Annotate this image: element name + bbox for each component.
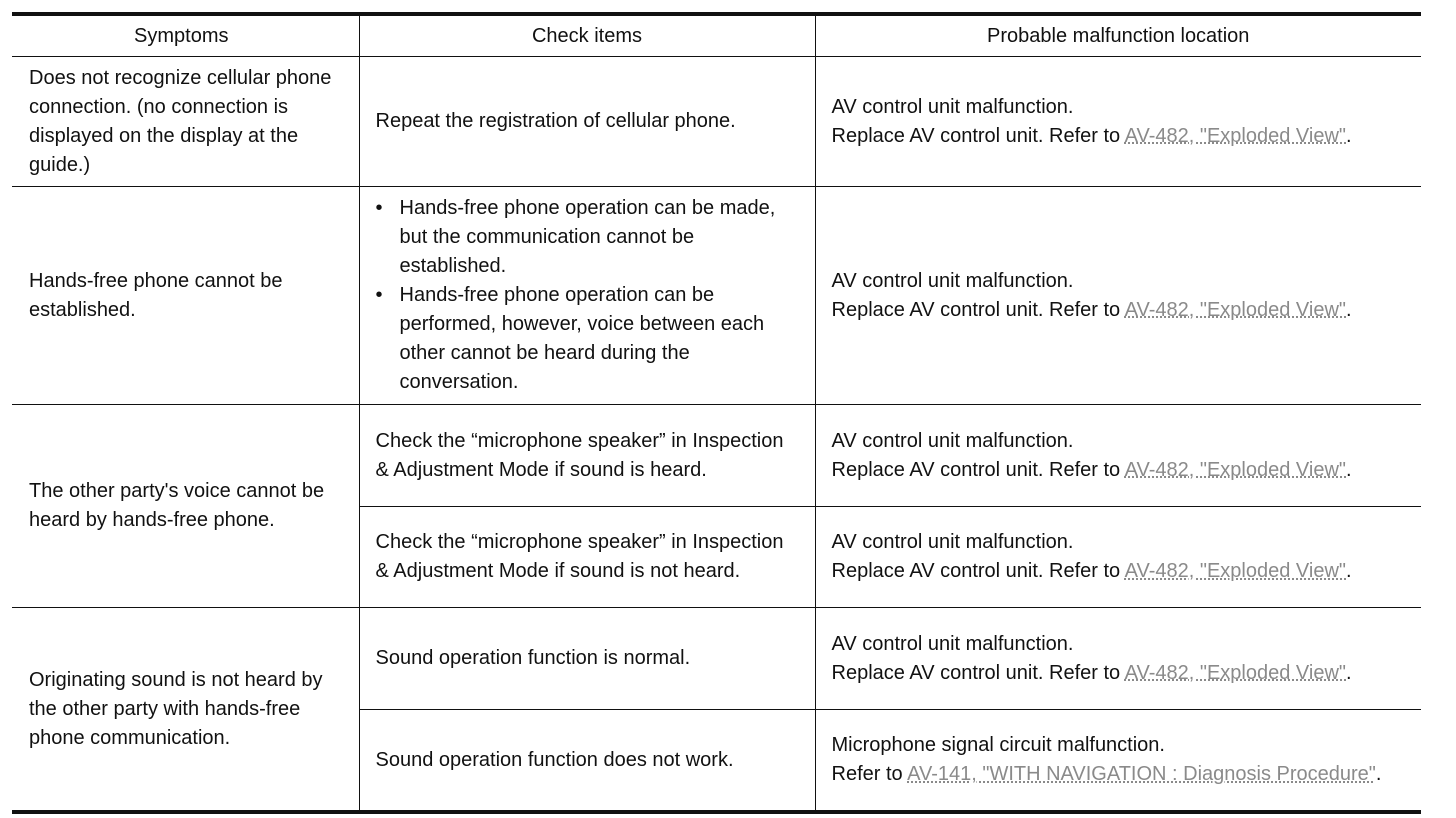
check-item-bullet — [376, 281, 801, 397]
header-symptoms: Symptoms — [12, 14, 359, 57]
bullet-icon: • — [375, 197, 383, 219]
location-text: Microphone signal circuit malfunction. — [831, 734, 1165, 756]
symptom-cell: The other party's voice cannot be heard by hands-free phone. — [12, 405, 359, 608]
header-row — [12, 14, 1421, 57]
symptom-cell: Originating sound is not heard by the other party with hands-free phone communication. — [12, 608, 359, 813]
location-period: . — [1346, 458, 1352, 481]
check-item-cell: Check the “microphone speaker” in Inspection & Adjustment Mode if sound is heard. — [359, 405, 815, 507]
check-item-cell: Sound operation function does not work. — [359, 710, 815, 813]
check-item-text: Hands-free phone operation can be performed, however, voice between each other cannot be heard during the conversation. — [399, 284, 765, 393]
table-row — [12, 405, 1421, 507]
location-refer-text: Refer to — [831, 763, 908, 785]
location-refer-text: Replace AV control unit. Refer to — [831, 661, 1125, 684]
table-row — [12, 608, 1421, 710]
bullet-icon: • — [375, 284, 383, 306]
location-refer-text: Replace AV control unit. Refer to — [831, 124, 1125, 147]
table-row — [12, 187, 1421, 405]
check-item-cell — [359, 187, 815, 405]
reference-link[interactable]: AV-482, "Exploded View" — [1124, 661, 1347, 684]
check-item-text: Hands-free phone operation can be made, but the communication cannot be established. — [399, 197, 776, 277]
check-item-list — [376, 194, 801, 397]
location-text: AV control unit malfunction. — [831, 95, 1074, 118]
check-item-cell: Repeat the registration of cellular phone. — [359, 57, 815, 187]
reference-link[interactable]: AV-141, "WITH NAVIGATION : Diagnosis Procedure" — [907, 763, 1376, 785]
reference-link[interactable]: AV-482, "Exploded View" — [1124, 458, 1347, 481]
location-cell — [815, 57, 1421, 187]
location-text: AV control unit malfunction. — [831, 429, 1074, 452]
header-check-items: Check items — [359, 14, 815, 57]
check-item-cell: Sound operation function is normal. — [359, 608, 815, 710]
symptom-cell: Hands-free phone cannot be established. — [12, 187, 359, 405]
table-row — [12, 57, 1421, 187]
location-refer-text: Replace AV control unit. Refer to — [831, 458, 1125, 481]
location-text: AV control unit malfunction. — [831, 269, 1074, 292]
location-period: . — [1346, 560, 1352, 582]
location-period: . — [1346, 298, 1352, 321]
location-refer-text: Replace AV control unit. Refer to — [831, 560, 1125, 582]
location-refer-text: Replace AV control unit. Refer to — [831, 298, 1125, 321]
check-item-cell: Check the “microphone speaker” in Inspection & Adjustment Mode if sound is not heard. — [359, 507, 815, 608]
location-cell — [815, 608, 1421, 710]
location-cell — [815, 710, 1421, 813]
location-period: . — [1346, 661, 1352, 684]
location-text: AV control unit malfunction. — [831, 531, 1074, 553]
reference-link[interactable]: AV-482, "Exploded View" — [1124, 124, 1347, 147]
location-period: . — [1375, 763, 1382, 785]
symptom-cell: Does not recognize cellular phone connection. (no connection is displayed on the display at the guide.) — [12, 57, 359, 187]
location-text: AV control unit malfunction. — [831, 632, 1074, 655]
diagnosis-table — [12, 12, 1421, 814]
location-cell — [815, 507, 1421, 608]
location-period: . — [1346, 124, 1352, 147]
reference-link[interactable]: AV-482, "Exploded View" — [1124, 560, 1347, 582]
header-probable-location: Probable malfunction location — [815, 14, 1421, 57]
reference-link[interactable]: AV-482, "Exploded View" — [1124, 298, 1347, 321]
location-cell — [815, 187, 1421, 405]
location-cell — [815, 405, 1421, 507]
check-item-bullet — [376, 194, 801, 281]
